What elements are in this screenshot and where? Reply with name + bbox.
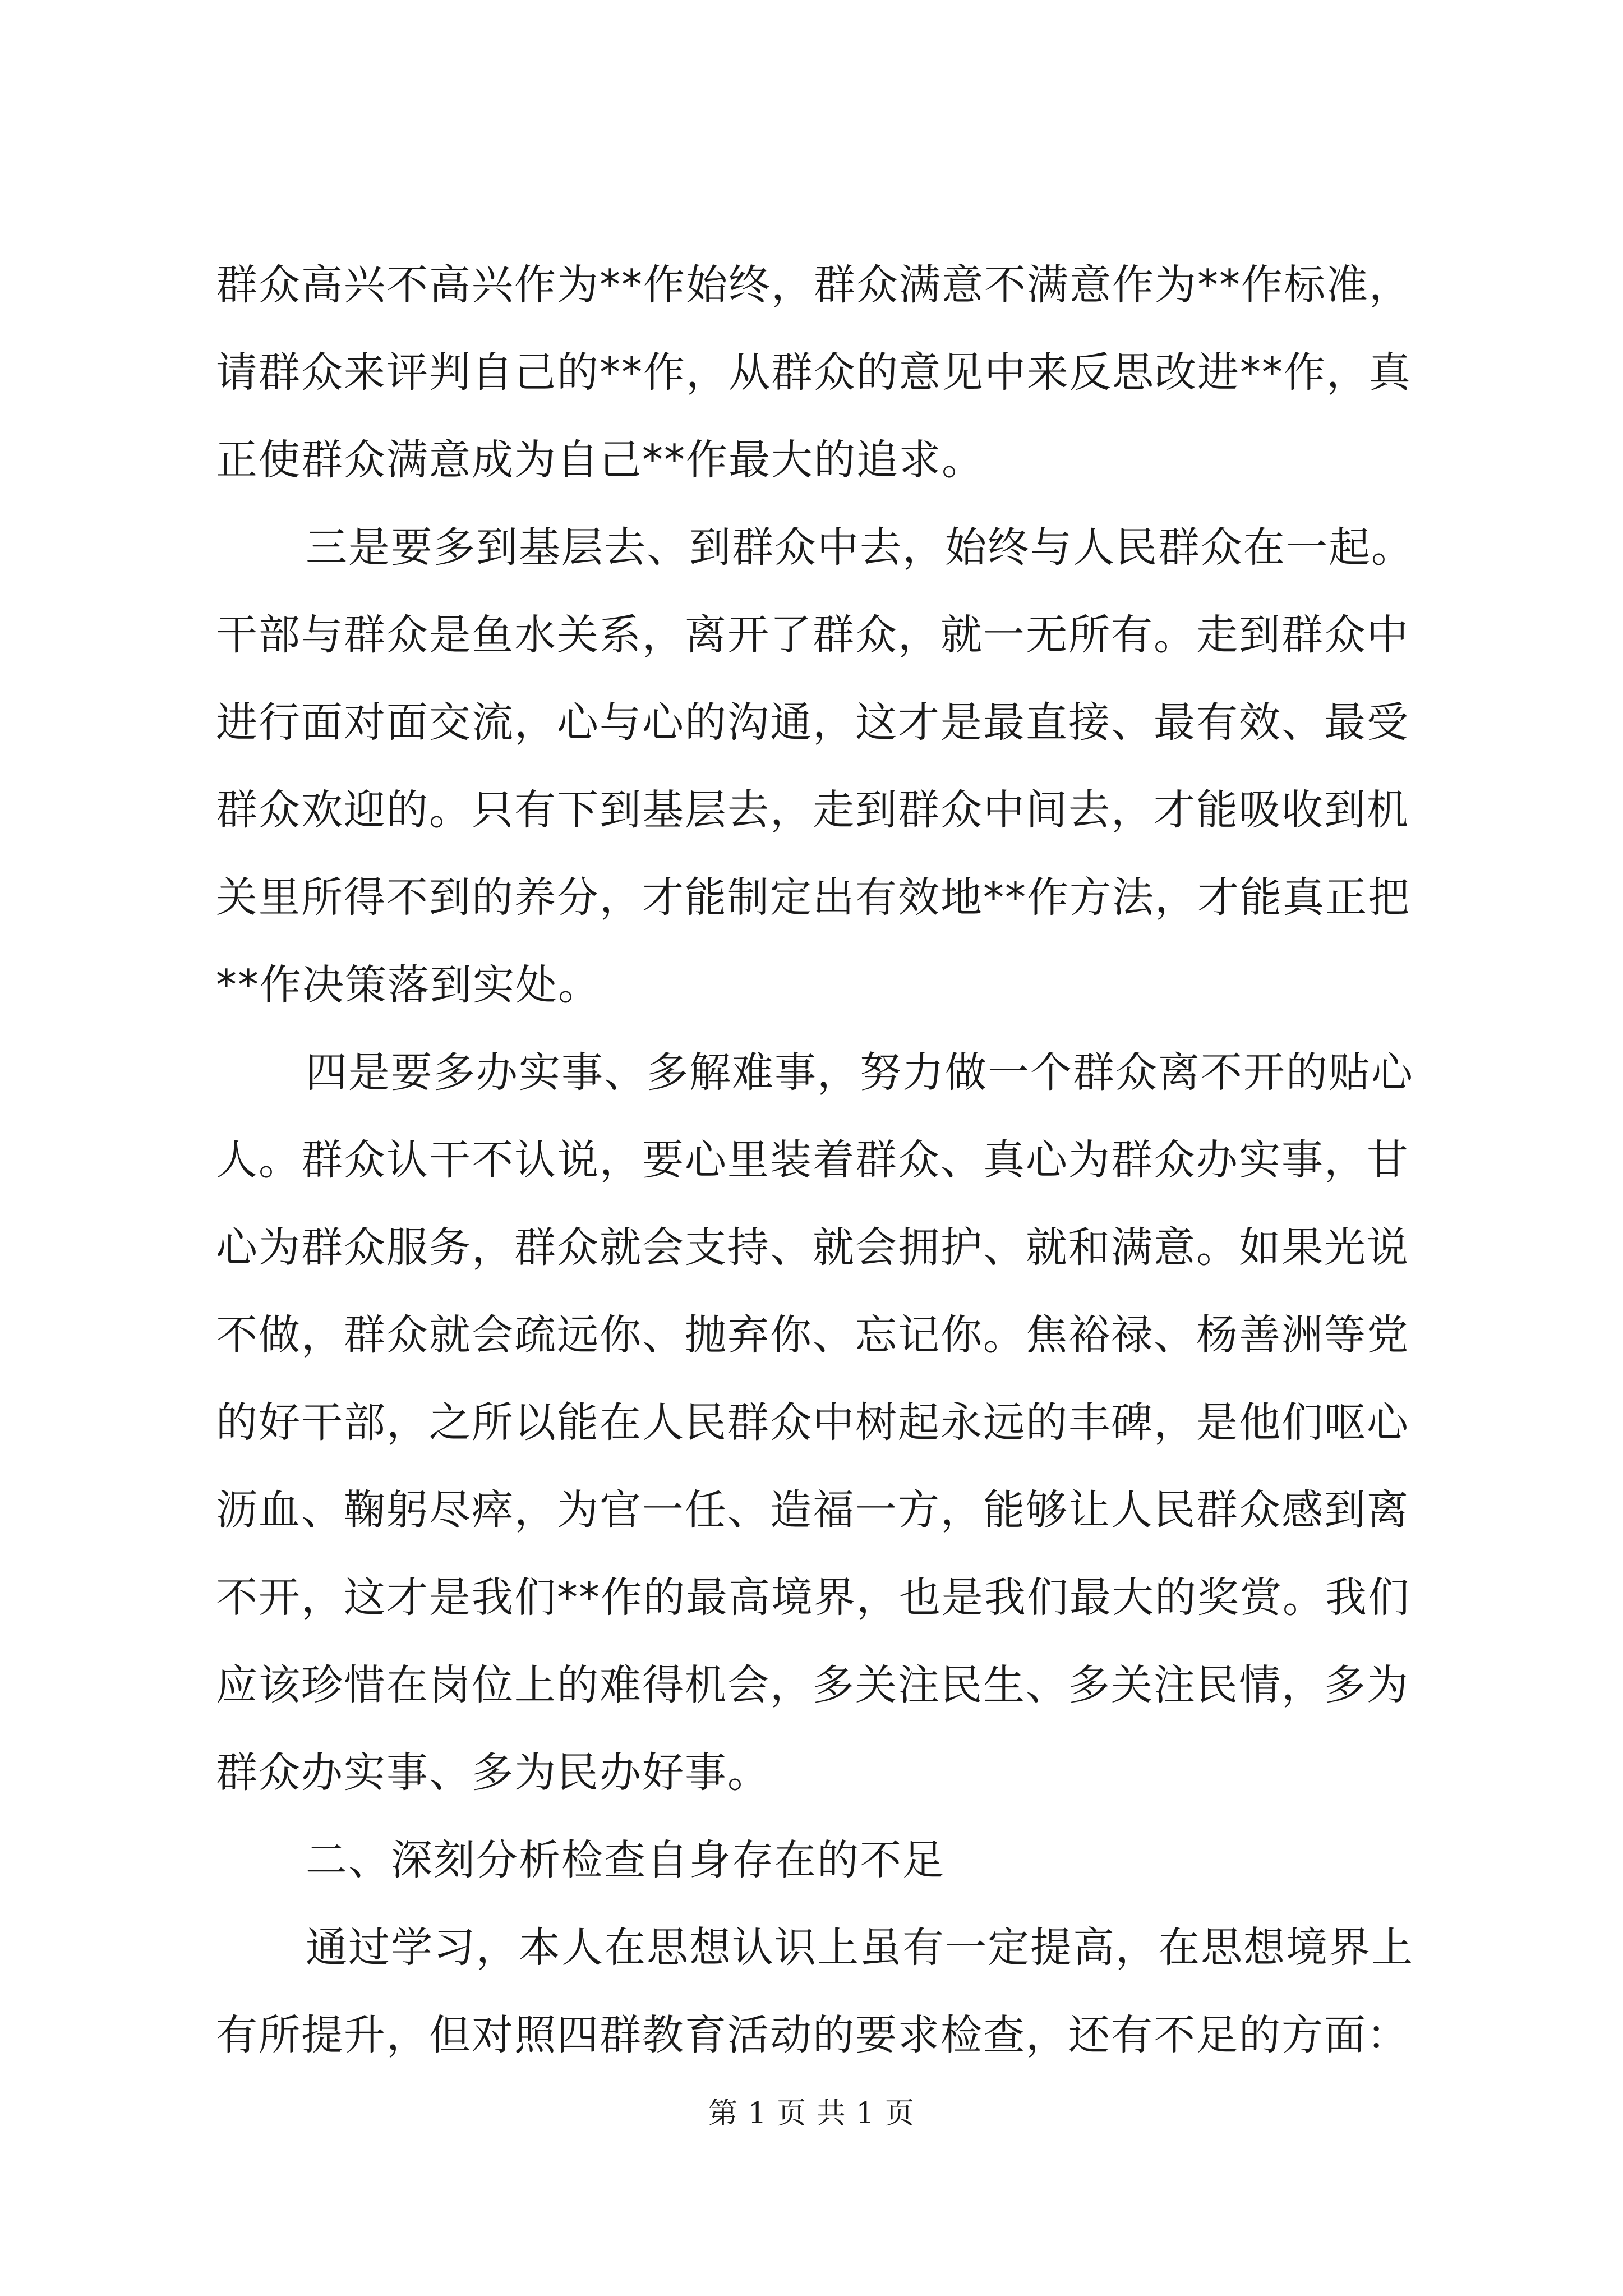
text-line: 请群众来评判自己的**作，从群众的意见中来反思改进**作，真: [216, 348, 1412, 397]
text-line: 群众高兴不高兴作为**作始终，群众满意不满意作为**作标准，: [216, 261, 1412, 309]
text-line: 四是要多办实事、多解难事，努力做一个群众离不开的贴心: [306, 1048, 1414, 1097]
paragraph: [216, 1029, 1414, 1816]
text-line: 干部与群众是鱼水关系，离开了群众，就一无所有。走到群众中: [216, 611, 1409, 659]
text-line: 有所提升，但对照四群教育活动的要求检查，还有不足的方面：: [216, 2011, 1409, 2059]
text-line: 群众办实事、多为民办好事。: [216, 1749, 770, 1797]
text-line: 三是要多到基层去、到群众中去，始终与人民群众在一起。: [306, 523, 1414, 572]
text-line: **作决策落到实处。: [216, 961, 601, 1009]
text-line: 群众欢迎的。只有下到基层去，走到群众中间去，才能吸收到机: [216, 786, 1409, 834]
text-line: 心为群众服务，群众就会支持、就会拥护、就和满意。如果光说: [216, 1223, 1409, 1272]
text-line: 不做，群众就会疏远你、抛弃你、忘记你。焦裕禄、杨善洲等党: [216, 1311, 1409, 1359]
document-body: [216, 241, 1414, 2079]
text-line: 进行面对面交流，心与心的沟通，这才是最直接、最有效、最受: [216, 698, 1409, 747]
paragraph: [216, 1904, 1414, 2079]
paragraph: [216, 241, 1412, 504]
text-line: 应该珍惜在岗位上的难得机会，多关注民生、多关注民情，多为: [216, 1661, 1409, 1709]
page-footer: 第 1 页 共 1 页: [708, 2097, 915, 2131]
text-line: 不开，这才是我们**作的最高境界，也是我们最大的奖赏。我们: [216, 1573, 1410, 1622]
text-line: 关里所得不到的养分，才能制定出有效地**作方法，才能真正把: [216, 873, 1410, 922]
text-line: 正使群众满意成为自己**作最大的追求。: [216, 436, 984, 484]
paragraph: [216, 504, 1414, 1029]
text-line: 二、深刻分析检查自身存在的不足: [306, 1836, 945, 1884]
paragraph: [216, 1816, 1408, 1904]
text-line: 的好干部，之所以能在人民群众中树起永远的丰碑，是他们呕心: [216, 1398, 1409, 1447]
text-line: 沥血、鞠躬尽瘁，为官一任、造福一方，能够让人民群众感到离: [216, 1486, 1409, 1534]
text-line: 通过学习，本人在思想认识上虽有一定提高，在思想境界上: [306, 1924, 1414, 1972]
text-line: 人。群众认干不认说，要心里装着群众、真心为群众办实事，甘: [216, 1136, 1409, 1184]
